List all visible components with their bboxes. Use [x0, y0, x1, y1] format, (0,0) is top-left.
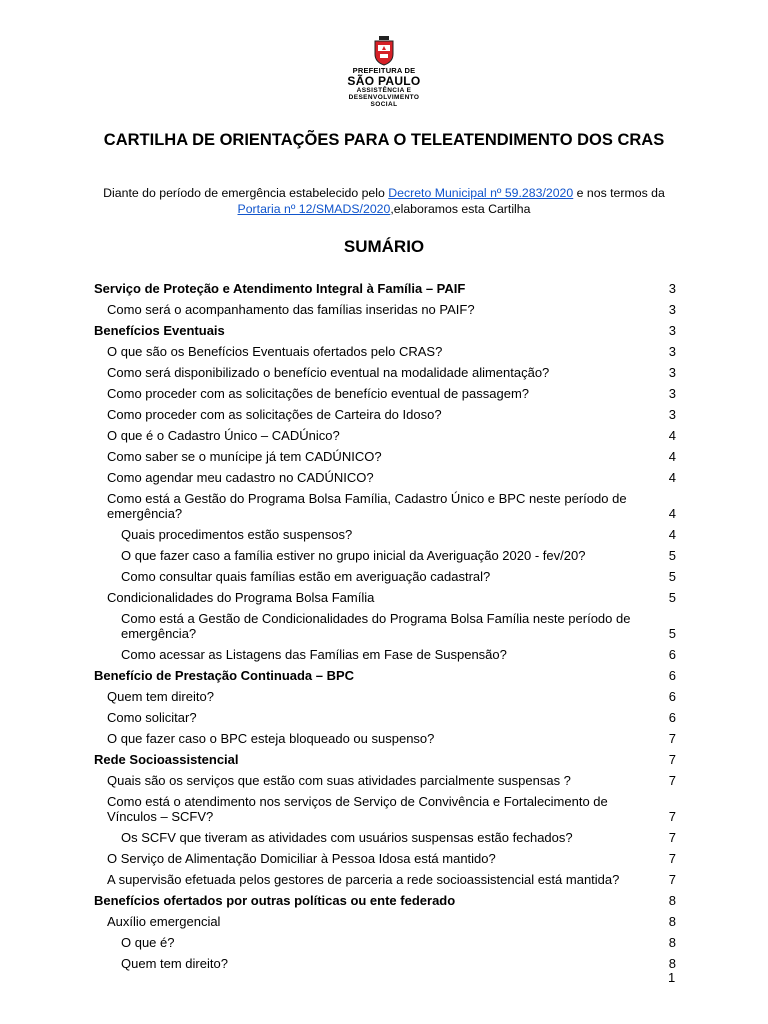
toc-entry-text: Quais procedimentos estão suspensos?: [121, 527, 353, 542]
toc-entry-page: 4: [668, 449, 676, 464]
toc-entry-page: 5: [668, 626, 676, 641]
toc-entry[interactable]: [94, 729, 676, 750]
toc-entry-text: Como proceder com as solicitações de benefício eventual de passagem?: [107, 386, 530, 401]
summary-heading: SUMÁRIO: [343, 237, 425, 256]
coat-of-arms-icon: [373, 36, 395, 66]
toc-entry[interactable]: [94, 609, 676, 645]
toc-entry-text: O que é?: [121, 935, 175, 950]
logo-line-4: DESENVOLVIMENTO: [348, 94, 420, 101]
decreto-link[interactable]: Decreto Municipal nº 59.283/2020: [388, 186, 574, 200]
toc-entry-text: O que são os Benefícios Eventuais ofertados pelo CRAS?: [107, 344, 443, 359]
toc-entry[interactable]: [94, 525, 676, 546]
toc-entry[interactable]: [94, 279, 676, 300]
table-of-contents: [94, 279, 676, 975]
toc-entry-text: O que é o Cadastro Único – CADÚnico?: [107, 428, 340, 443]
logo-line-5: SOCIAL: [370, 101, 398, 108]
toc-entry-page: 8: [668, 935, 676, 950]
toc-entry-page: 5: [668, 548, 676, 563]
toc-entry[interactable]: [94, 771, 676, 792]
toc-entry[interactable]: [94, 426, 676, 447]
toc-entry-text: Como proceder com as solicitações de Carteira do Idoso?: [107, 407, 442, 422]
toc-entry[interactable]: [94, 588, 676, 609]
toc-entry-text: Benefício de Prestação Continuada – BPC: [94, 668, 355, 683]
logo-line-1: PREFEITURA DE: [352, 66, 416, 75]
toc-entry-text: Como está o atendimento nos serviços de Serviço de Convivência e Fortalecimento de Vínculos – SCFV?: [107, 794, 608, 824]
toc-entry[interactable]: [94, 384, 676, 405]
toc-entry[interactable]: [94, 912, 676, 933]
toc-entry-page: 7: [668, 830, 676, 845]
page-number: 1: [668, 970, 676, 985]
toc-entry-text: Rede Socioassistencial: [94, 752, 239, 767]
toc-entry-text: O Serviço de Alimentação Domiciliar à Pessoa Idosa está mantido?: [107, 851, 496, 866]
intro-text-2: e nos termos da: [573, 186, 665, 200]
toc-entry-page: 6: [668, 689, 676, 704]
toc-entry-page: 4: [668, 527, 676, 542]
toc-entry-page: 8: [668, 914, 676, 929]
toc-entry-page: 3: [668, 281, 676, 296]
toc-entry-page: 7: [668, 872, 676, 887]
toc-entry[interactable]: [94, 405, 676, 426]
toc-entry-page: 3: [668, 323, 676, 338]
toc-entry[interactable]: [94, 792, 676, 828]
toc-entry[interactable]: [94, 849, 676, 870]
toc-entry-page: 3: [668, 302, 676, 317]
toc-entry[interactable]: [94, 321, 676, 342]
toc-entry[interactable]: [94, 546, 676, 567]
toc-entry-text: Como saber se o munícipe já tem CADÚNICO?: [107, 449, 382, 464]
toc-entry-page: 6: [668, 647, 676, 662]
toc-entry-text: O que fazer caso a família estiver no grupo inicial da Averiguação 2020 - fev/20?: [121, 548, 586, 563]
toc-entry-text: Como agendar meu cadastro no CADÚNICO?: [107, 470, 374, 485]
toc-entry-page: 7: [668, 809, 676, 824]
toc-entry-page: 7: [668, 752, 676, 767]
toc-entry-page: 3: [668, 365, 676, 380]
toc-entry[interactable]: [94, 342, 676, 363]
toc-entry-text: Como acessar as Listagens das Famílias em Fase de Suspensão?: [121, 647, 507, 662]
toc-entry-page: 5: [668, 569, 676, 584]
toc-entry-text: Benefícios ofertados por outras políticas ou ente federado: [94, 893, 456, 908]
toc-entry[interactable]: [94, 750, 676, 771]
toc-entry-page: 4: [668, 506, 676, 521]
logo: [334, 36, 434, 122]
toc-entry-text: Condicionalidades do Programa Bolsa Família: [107, 590, 375, 605]
toc-entry[interactable]: [94, 363, 676, 384]
toc-entry[interactable]: [94, 828, 676, 849]
toc-entry-page: 3: [668, 386, 676, 401]
toc-entry[interactable]: [94, 300, 676, 321]
toc-entry-text: O que fazer caso o BPC esteja bloqueado ou suspenso?: [107, 731, 435, 746]
toc-entry-text: Quem tem direito?: [107, 689, 214, 704]
toc-entry-page: 7: [668, 773, 676, 788]
toc-entry-text: Quem tem direito?: [121, 956, 228, 971]
toc-entry-page: 7: [668, 731, 676, 746]
toc-entry-page: 6: [668, 668, 676, 683]
toc-entry[interactable]: [94, 891, 676, 912]
document-title: CARTILHA DE ORIENTAÇÕES PARA O TELEATENDIMENTO DOS CRAS: [103, 131, 665, 149]
toc-entry[interactable]: [94, 687, 676, 708]
toc-entry-page: 4: [668, 428, 676, 443]
toc-entry-text: Quais são os serviços que estão com suas atividades parcialmente suspensas ?: [107, 773, 571, 788]
toc-entry-page: 3: [668, 344, 676, 359]
intro-text-3: ,elaboramos esta Cartilha: [390, 201, 531, 216]
toc-entry-text: Como está a Gestão do Programa Bolsa Família, Cadastro Único e BPC neste período de emergência?: [107, 491, 627, 521]
logo-line-3: ASSISTÊNCIA E: [356, 87, 412, 94]
intro-text-1: Diante do período de emergência estabelecido pelo: [103, 186, 389, 200]
toc-entry-page: 6: [668, 710, 676, 725]
toc-entry-text: Serviço de Proteção e Atendimento Integral à Família – PAIF: [94, 281, 466, 296]
toc-entry[interactable]: [94, 645, 676, 666]
toc-entry-page: 5: [668, 590, 676, 605]
toc-entry[interactable]: [94, 870, 676, 891]
toc-entry-text: Benefícios Eventuais: [94, 323, 225, 338]
toc-entry[interactable]: [94, 933, 676, 954]
toc-entry-page: 3: [668, 407, 676, 422]
toc-entry-text: Como está a Gestão de Condicionalidades do Programa Bolsa Família neste período de emergência?: [121, 611, 631, 641]
toc-entry[interactable]: [94, 489, 676, 525]
toc-entry[interactable]: [94, 954, 676, 975]
toc-entry-page: 8: [668, 893, 676, 908]
toc-entry-text: Os SCFV que tiveram as atividades com usuários suspensas estão fechados?: [121, 830, 573, 845]
toc-entry-page: 8: [668, 956, 676, 971]
toc-entry-text: Como será disponibilizado o benefício eventual na modalidade alimentação?: [107, 365, 550, 380]
toc-entry-text: Auxílio emergencial: [107, 914, 221, 929]
toc-entry-page: 4: [668, 470, 676, 485]
toc-entry[interactable]: [94, 468, 676, 489]
toc-entry[interactable]: [94, 447, 676, 468]
toc-entry[interactable]: [94, 567, 676, 588]
toc-entry[interactable]: [94, 666, 676, 687]
logo-line-2: SÃO PAULO: [347, 74, 421, 88]
toc-entry-text: A supervisão efetuada pelos gestores de parceria a rede socioassistencial está mantida?: [107, 872, 620, 887]
toc-entry-text: Como consultar quais famílias estão em averiguação cadastral?: [121, 569, 491, 584]
portaria-link[interactable]: Portaria nº 12/SMADS/2020: [237, 201, 391, 216]
toc-entry-text: Como solicitar?: [107, 710, 197, 725]
toc-entry[interactable]: [94, 708, 676, 729]
toc-entry-text: Como será o acompanhamento das famílias inseridas no PAIF?: [107, 302, 475, 317]
intro-paragraph: [86, 186, 682, 217]
toc-entry-page: 7: [668, 851, 676, 866]
